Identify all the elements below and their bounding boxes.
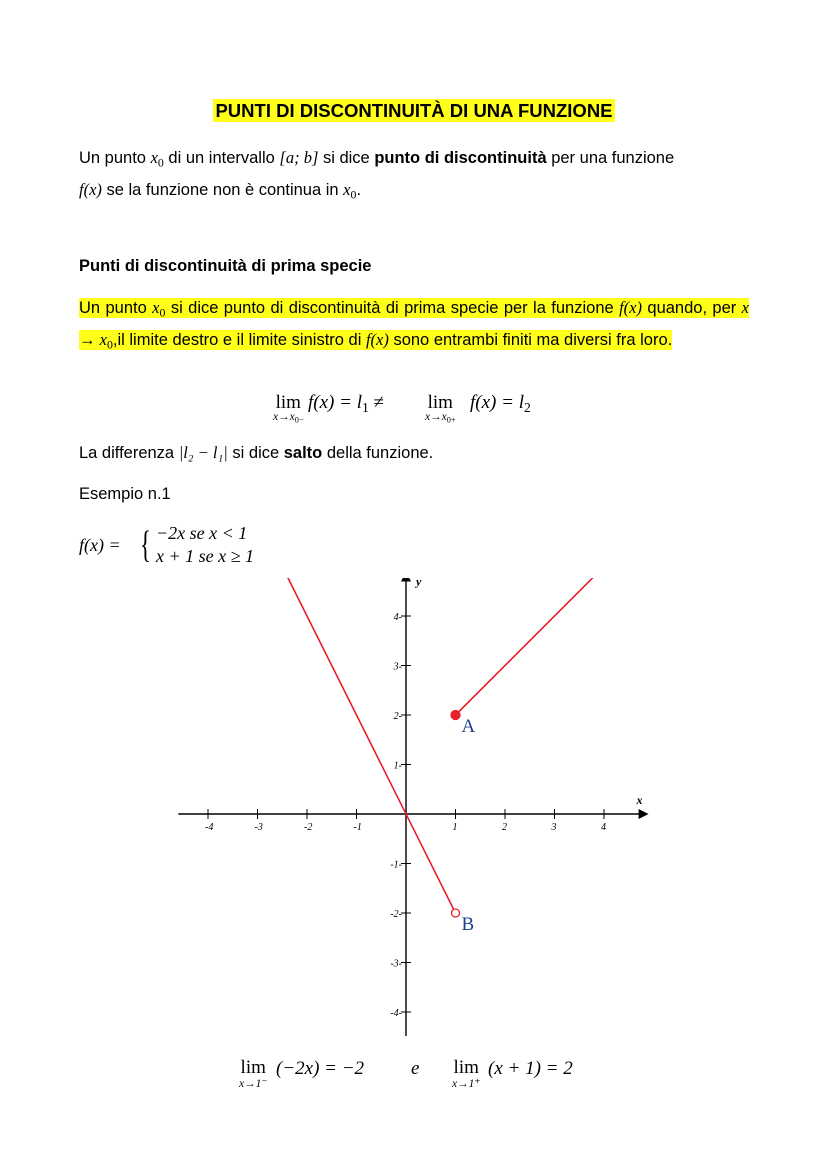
y-tick-label: 4- bbox=[393, 612, 402, 623]
one-sided-limits: lim x→1⁻ (−2x) = −2 e lim x→1⁺ (x + 1) = 2 bbox=[239, 1057, 573, 1090]
function-graph bbox=[170, 578, 660, 1036]
x-tick-label: -2 bbox=[304, 822, 313, 833]
section-heading: Punti di discontinuità di prima specie bbox=[79, 257, 372, 275]
limit-formula: lim $x\to x_{0-}$ $f(x) = l_1$ ≠ lim $x\to x_{0+}$ $f(x) = l_2$ bbox=[273, 392, 531, 425]
x-tick-label: 4 bbox=[601, 822, 606, 833]
y-axis-label: y bbox=[416, 578, 422, 589]
page-title: PUNTI DI DISCONTINUITÀ DI UNA FUNZIONE bbox=[215, 100, 613, 121]
y-tick-label: 3- bbox=[393, 661, 402, 673]
definition-paragraph: Un punto $x_0$ si dice punto di discontinuità di prima specie per la funzione f(x) quando, per $x \to x_0,il$ limite destro e il limite sinistro di f(x) sono entrambi finiti ma diversi fra loro. bbox=[79, 298, 749, 352]
example-label: Esempio n.1 bbox=[79, 485, 171, 503]
point-b bbox=[452, 909, 460, 917]
y-tick-label: 2- bbox=[393, 711, 402, 722]
x-tick-label: -1 bbox=[353, 822, 362, 833]
x-tick-label: 1 bbox=[452, 822, 458, 833]
series-line-2 bbox=[456, 578, 600, 715]
piecewise-definition: f(x) = { −2x se x < 1 x + 1 se x ≥ 1 bbox=[79, 523, 254, 566]
x-axis-label: x bbox=[636, 793, 643, 807]
point-a bbox=[451, 711, 460, 720]
y-tick-label: -2- bbox=[390, 909, 402, 920]
series-line-1 bbox=[285, 578, 456, 913]
right-limit: lim $x\to x_{0+}$ bbox=[425, 392, 456, 425]
point-label-a: A bbox=[461, 716, 476, 737]
point-label-b: B bbox=[461, 914, 475, 935]
x-tick-label: 2 bbox=[502, 822, 507, 833]
x-tick-label: -3 bbox=[254, 822, 263, 833]
x-axis-arrow bbox=[639, 809, 649, 819]
x-tick-label: -4 bbox=[205, 822, 214, 833]
left-limit: lim $x\to x_{0-}$ bbox=[273, 392, 304, 425]
y-tick-label: -4- bbox=[390, 1008, 402, 1019]
y-tick-label: 1- bbox=[393, 760, 402, 772]
x-tick-label: 3 bbox=[551, 822, 557, 833]
intro-paragraph: Un punto $x_0$ di un intervallo [a; b] si dice punto di discontinuità per una funzione f(x) se la funzione non è continua in $x_0$. bbox=[79, 148, 675, 202]
y-axis-arrow bbox=[401, 578, 411, 581]
y-tick-label: -3- bbox=[390, 958, 402, 970]
jump-paragraph: La differenza |l₂ − l₁| si dice salto della funzione. bbox=[79, 443, 434, 462]
y-tick-label: -1- bbox=[390, 859, 402, 871]
